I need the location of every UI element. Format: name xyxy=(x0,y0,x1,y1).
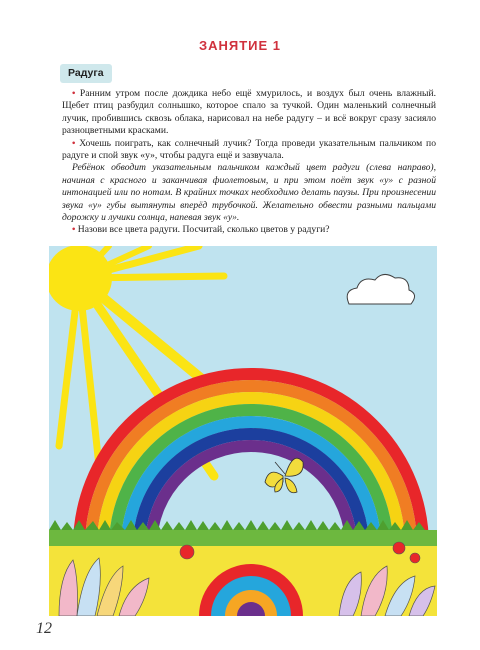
paragraph-method-note: Ребёнок обводит указательным пальчиком каждый цвет радуги (слева направо), начиная с красного и заканчивая фиолетовым, и при этом поёт звук «у» с разной интонацией или по нотам. В крайних точках необходимо делать паузы. При произнесении звука «у» губы вытянуты вперёд трубочкой. Желательно обвести разными пальцами дорожку и лучики солнца, напевая звук «у». xyxy=(62,162,436,224)
paragraph-instruction xyxy=(62,138,436,163)
paragraph-story xyxy=(62,88,436,138)
bullet-icon: • xyxy=(72,88,76,99)
page-number: 12 xyxy=(36,620,52,637)
lesson-title: ЗАНЯТИЕ 1 xyxy=(198,38,282,53)
bullet-icon: • xyxy=(72,137,76,149)
lesson-text xyxy=(62,88,436,237)
paragraph-question-text: Назови все цвета радуги. Посчитай, сколько цветов у радуги? xyxy=(77,224,330,236)
paragraph-question xyxy=(62,224,436,236)
rainbow-illustration xyxy=(49,246,437,616)
bullet-icon: • xyxy=(72,224,76,236)
paragraph-story-text: Ранним утром после дождика небо ещё хмурилось, и воздух был очень влажный. Щебет птиц разбудил солнышко, которое спало за тучкой. Один маленький солнечный лучик, пробившись сквозь облака, нарисовал на небе радугу – и всё вокруг сразу засияло разноцветными красками. xyxy=(62,88,436,137)
grass xyxy=(49,530,437,546)
paragraph-instruction-text: Хочешь поиграть, как солнечный лучик? Тогда проведи указательным пальчиком по радуге и спой звук «у», чтобы радуга ещё и зазвучала. xyxy=(62,137,436,162)
section-title: Радуга xyxy=(60,64,112,83)
